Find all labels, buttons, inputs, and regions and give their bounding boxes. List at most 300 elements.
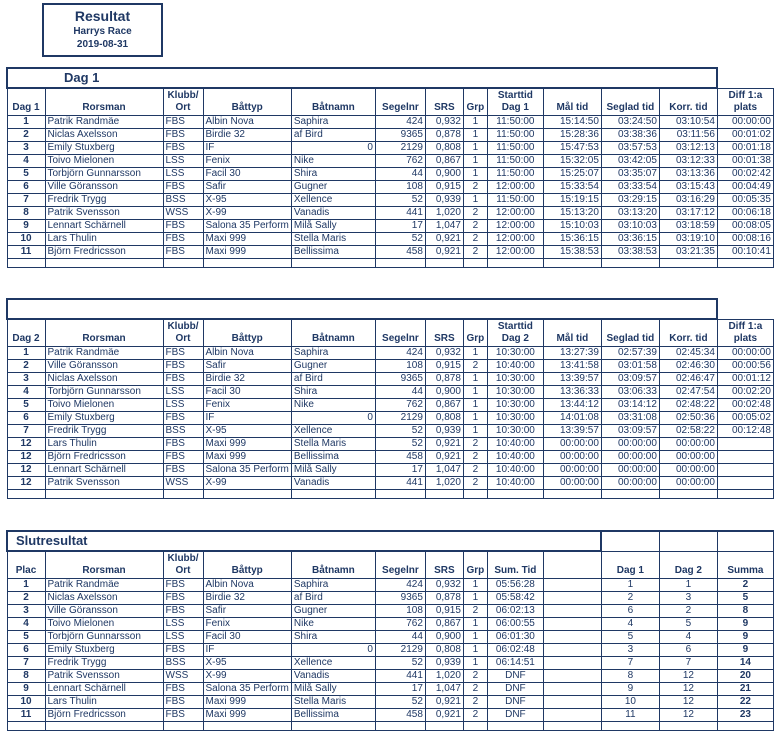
table-cell: 2	[463, 233, 487, 246]
table-cell: 52	[375, 696, 425, 709]
table-cell	[717, 477, 773, 490]
table-row	[7, 683, 773, 696]
table-row	[7, 220, 773, 233]
table-cell: 9	[717, 644, 773, 657]
table-row	[7, 246, 773, 259]
table-cell: 441	[375, 477, 425, 490]
day2-header-12: Diff 1:a plats	[717, 319, 773, 347]
table-cell: 1	[463, 116, 487, 129]
table-cell: 12:00:00	[487, 220, 543, 233]
table-row	[7, 142, 773, 155]
table-cell	[717, 451, 773, 464]
table-cell: 2	[463, 670, 487, 683]
day1-header-2: Klubb/ Ort	[163, 88, 203, 116]
table-cell: 1	[463, 373, 487, 386]
table-cell: 0,921	[425, 438, 463, 451]
table-cell: 1	[7, 116, 45, 129]
table-cell: 2	[717, 579, 773, 592]
table-cell: 1	[463, 129, 487, 142]
table-cell: Toivo Mielonen	[45, 155, 163, 168]
table-cell: 20	[717, 670, 773, 683]
table-cell: Lennart Schärnell	[45, 464, 163, 477]
empty-cell	[601, 531, 659, 551]
empty-cell	[659, 490, 717, 499]
table-cell: 12	[659, 696, 717, 709]
table-cell: 44	[375, 631, 425, 644]
table-row	[7, 644, 773, 657]
table-cell: 1,047	[425, 683, 463, 696]
day1-header-0: Dag 1	[7, 88, 45, 116]
table-cell: 2129	[375, 412, 425, 425]
table-cell: 00:00:00	[717, 116, 773, 129]
empty-cell	[375, 259, 425, 268]
table-cell: 03:21:35	[659, 246, 717, 259]
table-row	[7, 670, 773, 683]
day1-header-5: Segelnr	[375, 88, 425, 116]
table-cell: Albin Nova	[203, 347, 291, 360]
table-cell: 12:00:00	[487, 246, 543, 259]
table-cell: 15:13:20	[543, 207, 601, 220]
table-cell: 4	[7, 618, 45, 631]
final-header-3: Båttyp	[203, 551, 291, 579]
table-cell: 441	[375, 207, 425, 220]
table-cell: LSS	[163, 399, 203, 412]
empty-cell	[601, 722, 659, 731]
table-cell: 1	[463, 155, 487, 168]
table-cell: X-95	[203, 657, 291, 670]
table-cell: 13:41:58	[543, 360, 601, 373]
empty-cell	[45, 490, 163, 499]
table-cell: 1,020	[425, 670, 463, 683]
table-cell: Patrik Randmäe	[45, 579, 163, 592]
table-cell: 15:36:15	[543, 233, 601, 246]
table-cell: 0,932	[425, 116, 463, 129]
table-cell: 9365	[375, 592, 425, 605]
table-cell	[543, 631, 601, 644]
empty-cell	[291, 490, 375, 499]
table-row	[7, 592, 773, 605]
empty-cell	[7, 259, 45, 268]
table-cell: FBS	[163, 373, 203, 386]
table-cell: X-99	[203, 670, 291, 683]
table-cell	[543, 709, 601, 722]
final-header-9	[543, 551, 601, 579]
table-cell: 10:40:00	[487, 451, 543, 464]
table-cell: 1	[463, 412, 487, 425]
table-cell: 44	[375, 386, 425, 399]
race-date: 2019-08-31	[76, 39, 129, 50]
table-cell: 0,900	[425, 168, 463, 181]
table-cell: 0,808	[425, 644, 463, 657]
table-cell: 00:00:00	[659, 451, 717, 464]
table-cell: Patrik Svensson	[45, 670, 163, 683]
empty-cell	[717, 531, 773, 551]
table-cell: 1,020	[425, 207, 463, 220]
table-cell: 12	[7, 451, 45, 464]
table-cell: 0,878	[425, 373, 463, 386]
table-cell: 4	[7, 386, 45, 399]
table-cell: 03:35:07	[601, 168, 659, 181]
table-cell: 00:02:42	[717, 168, 773, 181]
table-cell: 03:13:20	[601, 207, 659, 220]
table-cell: 0,921	[425, 709, 463, 722]
table-cell: FBS	[163, 181, 203, 194]
table-cell: 17	[375, 464, 425, 477]
table-cell: 8	[601, 670, 659, 683]
table-cell: 00:00:00	[543, 451, 601, 464]
day2-header-7: Grp	[463, 319, 487, 347]
table-cell: FBS	[163, 116, 203, 129]
table-cell: FBS	[163, 412, 203, 425]
day1-header-1: Rorsman	[45, 88, 163, 116]
table-cell: 52	[375, 438, 425, 451]
table-cell: Emily Stuxberg	[45, 142, 163, 155]
table-cell: Shira	[291, 386, 375, 399]
table-cell: 03:17:12	[659, 207, 717, 220]
table-cell: 2129	[375, 142, 425, 155]
table-cell: 00:08:16	[717, 233, 773, 246]
table-cell: 0,939	[425, 194, 463, 207]
table-cell: 03:14:12	[601, 399, 659, 412]
table-cell: 03:01:58	[601, 360, 659, 373]
table-cell: Milå Sally	[291, 220, 375, 233]
table-cell: 7	[601, 657, 659, 670]
empty-cell	[601, 259, 659, 268]
table-cell: Maxi 999	[203, 438, 291, 451]
table-cell: 02:58:22	[659, 425, 717, 438]
day2-header-8: Starttid Dag 2	[487, 319, 543, 347]
empty-cell	[203, 259, 291, 268]
table-row	[7, 399, 773, 412]
table-cell: af Bird	[291, 373, 375, 386]
table-cell: 4	[659, 631, 717, 644]
final-header-4: Båtnamn	[291, 551, 375, 579]
table-cell: Facil 30	[203, 168, 291, 181]
table-row	[7, 116, 773, 129]
table-cell: Vanadis	[291, 477, 375, 490]
table-cell: Fenix	[203, 618, 291, 631]
table-cell: 6	[659, 644, 717, 657]
table-cell: 10:40:00	[487, 360, 543, 373]
table-cell: 15:32:05	[543, 155, 601, 168]
table-cell: 00:00:00	[601, 451, 659, 464]
empty-cell	[543, 259, 601, 268]
final-header-5: Segelnr	[375, 551, 425, 579]
final-section-title: Slutresultat	[7, 531, 601, 551]
table-cell: LSS	[163, 168, 203, 181]
table-cell: X-95	[203, 194, 291, 207]
table-cell: 9	[7, 683, 45, 696]
table-cell: 3	[659, 592, 717, 605]
table-cell: 0,867	[425, 618, 463, 631]
table-cell: Xellence	[291, 425, 375, 438]
table-cell: 15:10:03	[543, 220, 601, 233]
table-cell: 7	[7, 425, 45, 438]
table-cell: 2	[463, 360, 487, 373]
table-cell: 0,915	[425, 360, 463, 373]
table-cell: 4	[7, 155, 45, 168]
final-header-12: Summa	[717, 551, 773, 579]
table-cell: 2	[659, 605, 717, 618]
table-cell: Milå Sally	[291, 683, 375, 696]
table-cell: 0,932	[425, 347, 463, 360]
table-cell: Saphira	[291, 347, 375, 360]
table-cell: 03:10:54	[659, 116, 717, 129]
day2-header-11: Korr. tid	[659, 319, 717, 347]
table-cell: 2129	[375, 644, 425, 657]
table-cell: Björn Fredricsson	[45, 451, 163, 464]
table-cell: 3	[7, 373, 45, 386]
table-cell	[543, 644, 601, 657]
table-cell: Gugner	[291, 360, 375, 373]
table-cell: 22	[717, 696, 773, 709]
table-cell: 03:24:50	[601, 116, 659, 129]
table-cell: 12	[659, 683, 717, 696]
final-header-8: Sum. Tid	[487, 551, 543, 579]
table-cell: Torbjörn Gunnarsson	[45, 168, 163, 181]
table-cell: 13:44:12	[543, 399, 601, 412]
table-cell: 02:45:34	[659, 347, 717, 360]
table-cell: 2	[463, 181, 487, 194]
table-cell: 1	[463, 631, 487, 644]
table-cell: 9365	[375, 373, 425, 386]
empty-cell	[7, 722, 45, 731]
empty-cell	[487, 722, 543, 731]
final-header-10: Dag 1	[601, 551, 659, 579]
table-cell: 00:00:00	[717, 347, 773, 360]
table-row	[7, 709, 773, 722]
table-cell: 458	[375, 709, 425, 722]
table-cell: 108	[375, 181, 425, 194]
table-cell: 0,939	[425, 657, 463, 670]
table-cell: FBS	[163, 129, 203, 142]
table-cell: 0,921	[425, 246, 463, 259]
table-cell: 03:06:33	[601, 386, 659, 399]
table-cell: 15:19:15	[543, 194, 601, 207]
table-row	[7, 696, 773, 709]
table-cell: Stella Maris	[291, 233, 375, 246]
table-cell: 0,867	[425, 399, 463, 412]
table-row	[7, 464, 773, 477]
table-cell: DNF	[487, 670, 543, 683]
table-cell: 02:47:54	[659, 386, 717, 399]
table-cell: 2	[463, 683, 487, 696]
table-cell: 03:36:15	[601, 233, 659, 246]
table-cell: 12	[7, 464, 45, 477]
table-cell: 03:09:57	[601, 425, 659, 438]
table-cell: 3	[7, 142, 45, 155]
table-cell: 00:08:05	[717, 220, 773, 233]
table-cell: Birdie 32	[203, 129, 291, 142]
table-cell: 4	[601, 618, 659, 631]
empty-cell	[203, 722, 291, 731]
table-cell: FBS	[163, 347, 203, 360]
table-cell: 6	[7, 644, 45, 657]
table-cell: Toivo Mielonen	[45, 618, 163, 631]
day1-header-12: Diff 1:a plats	[717, 88, 773, 116]
table-cell: 06:00:55	[487, 618, 543, 631]
table-cell: 03:18:59	[659, 220, 717, 233]
table-cell: 1	[601, 579, 659, 592]
table-cell	[717, 438, 773, 451]
table-cell: Ville Göransson	[45, 181, 163, 194]
table-cell: 9	[7, 220, 45, 233]
table-cell: BSS	[163, 657, 203, 670]
day2-results-table	[6, 298, 774, 499]
empty-cell	[463, 722, 487, 731]
table-cell: FBS	[163, 246, 203, 259]
table-cell: Maxi 999	[203, 709, 291, 722]
table-cell: 762	[375, 155, 425, 168]
day1-header-3: Båttyp	[203, 88, 291, 116]
table-row	[7, 360, 773, 373]
table-row	[7, 194, 773, 207]
table-cell	[543, 618, 601, 631]
table-cell: Ville Göransson	[45, 360, 163, 373]
table-cell: 2	[463, 207, 487, 220]
day1-header-4: Båtnamn	[291, 88, 375, 116]
table-cell	[543, 579, 601, 592]
table-cell: Maxi 999	[203, 451, 291, 464]
table-row	[7, 605, 773, 618]
table-cell: Torbjörn Gunnarsson	[45, 386, 163, 399]
day2-header-2: Klubb/ Ort	[163, 319, 203, 347]
table-cell: 0,932	[425, 579, 463, 592]
table-row	[7, 233, 773, 246]
table-cell: Safir	[203, 360, 291, 373]
table-cell: BSS	[163, 425, 203, 438]
table-cell: 1	[463, 618, 487, 631]
empty-cell	[163, 490, 203, 499]
day2-header-1: Rorsman	[45, 319, 163, 347]
table-row	[7, 579, 773, 592]
table-cell: 0,808	[425, 412, 463, 425]
table-cell: 10:40:00	[487, 477, 543, 490]
table-cell: FBS	[163, 605, 203, 618]
table-cell: Safir	[203, 181, 291, 194]
table-cell	[543, 605, 601, 618]
table-cell: FBS	[163, 709, 203, 722]
table-cell: 5	[7, 399, 45, 412]
table-cell: 00:02:48	[717, 399, 773, 412]
table-cell: 1,047	[425, 220, 463, 233]
table-cell: 1	[463, 168, 487, 181]
empty-cell	[7, 490, 45, 499]
table-cell: Patrik Randmäe	[45, 116, 163, 129]
table-cell	[717, 464, 773, 477]
table-cell: 10	[601, 696, 659, 709]
table-row	[7, 438, 773, 451]
table-cell: 00:10:41	[717, 246, 773, 259]
title-box	[42, 3, 163, 57]
day1-header-10: Seglad tid	[601, 88, 659, 116]
table-row	[7, 451, 773, 464]
table-cell: 15:38:53	[543, 246, 601, 259]
table-cell: 03:29:15	[601, 194, 659, 207]
table-cell: 0	[291, 412, 375, 425]
table-row	[7, 373, 773, 386]
table-cell: 52	[375, 425, 425, 438]
table-cell: 03:33:54	[601, 181, 659, 194]
table-cell: Salona 35 Perform	[203, 683, 291, 696]
empty-cell	[717, 299, 773, 319]
table-cell: 03:10:03	[601, 220, 659, 233]
table-cell: 06:01:30	[487, 631, 543, 644]
table-cell: X-99	[203, 477, 291, 490]
table-row	[7, 412, 773, 425]
table-cell: 13:36:33	[543, 386, 601, 399]
table-cell: 05:56:28	[487, 579, 543, 592]
table-cell: 2	[601, 592, 659, 605]
table-cell: 11:50:00	[487, 194, 543, 207]
table-row	[7, 347, 773, 360]
table-cell: 12	[659, 709, 717, 722]
table-cell: WSS	[163, 477, 203, 490]
table-row	[7, 168, 773, 181]
empty-cell	[717, 259, 773, 268]
table-cell: 03:15:43	[659, 181, 717, 194]
table-cell: Lars Thulin	[45, 233, 163, 246]
empty-cell	[163, 259, 203, 268]
table-cell: 1	[7, 347, 45, 360]
table-cell: 00:04:49	[717, 181, 773, 194]
table-cell: 10:40:00	[487, 464, 543, 477]
table-cell: 2	[463, 696, 487, 709]
table-cell: FBS	[163, 220, 203, 233]
table-cell: 2	[463, 477, 487, 490]
table-cell: BSS	[163, 194, 203, 207]
day2-header-0: Dag 2	[7, 319, 45, 347]
table-cell: Lars Thulin	[45, 438, 163, 451]
table-cell: 00:01:12	[717, 373, 773, 386]
table-cell: FBS	[163, 644, 203, 657]
table-cell: 9365	[375, 129, 425, 142]
table-cell: 00:05:02	[717, 412, 773, 425]
table-cell: 5	[717, 592, 773, 605]
table-cell: 1	[659, 579, 717, 592]
table-cell: 13:39:57	[543, 425, 601, 438]
day2-header-10: Seglad tid	[601, 319, 659, 347]
table-cell: 05:58:42	[487, 592, 543, 605]
table-cell: 00:05:35	[717, 194, 773, 207]
table-cell: Vanadis	[291, 670, 375, 683]
day1-section-title: Dag 1	[7, 68, 717, 88]
table-cell: 1	[463, 644, 487, 657]
table-cell: Facil 30	[203, 631, 291, 644]
table-cell: Niclas Axelsson	[45, 373, 163, 386]
table-cell: Gugner	[291, 605, 375, 618]
table-cell: 44	[375, 168, 425, 181]
table-cell: 11:50:00	[487, 129, 543, 142]
table-cell: 0,867	[425, 155, 463, 168]
empty-cell	[163, 722, 203, 731]
table-cell: 00:00:00	[601, 438, 659, 451]
empty-cell	[659, 531, 717, 551]
table-cell: Fredrik Trygg	[45, 194, 163, 207]
table-cell: 11	[601, 709, 659, 722]
table-cell: FBS	[163, 592, 203, 605]
table-cell: Torbjörn Gunnarsson	[45, 631, 163, 644]
table-cell: 10	[7, 696, 45, 709]
empty-cell	[375, 722, 425, 731]
table-cell: Stella Maris	[291, 696, 375, 709]
table-cell: 15:25:07	[543, 168, 601, 181]
table-cell: 06:02:48	[487, 644, 543, 657]
table-cell: 23	[717, 709, 773, 722]
table-cell: 0	[291, 644, 375, 657]
table-cell: 1	[463, 579, 487, 592]
table-cell: 6	[7, 412, 45, 425]
